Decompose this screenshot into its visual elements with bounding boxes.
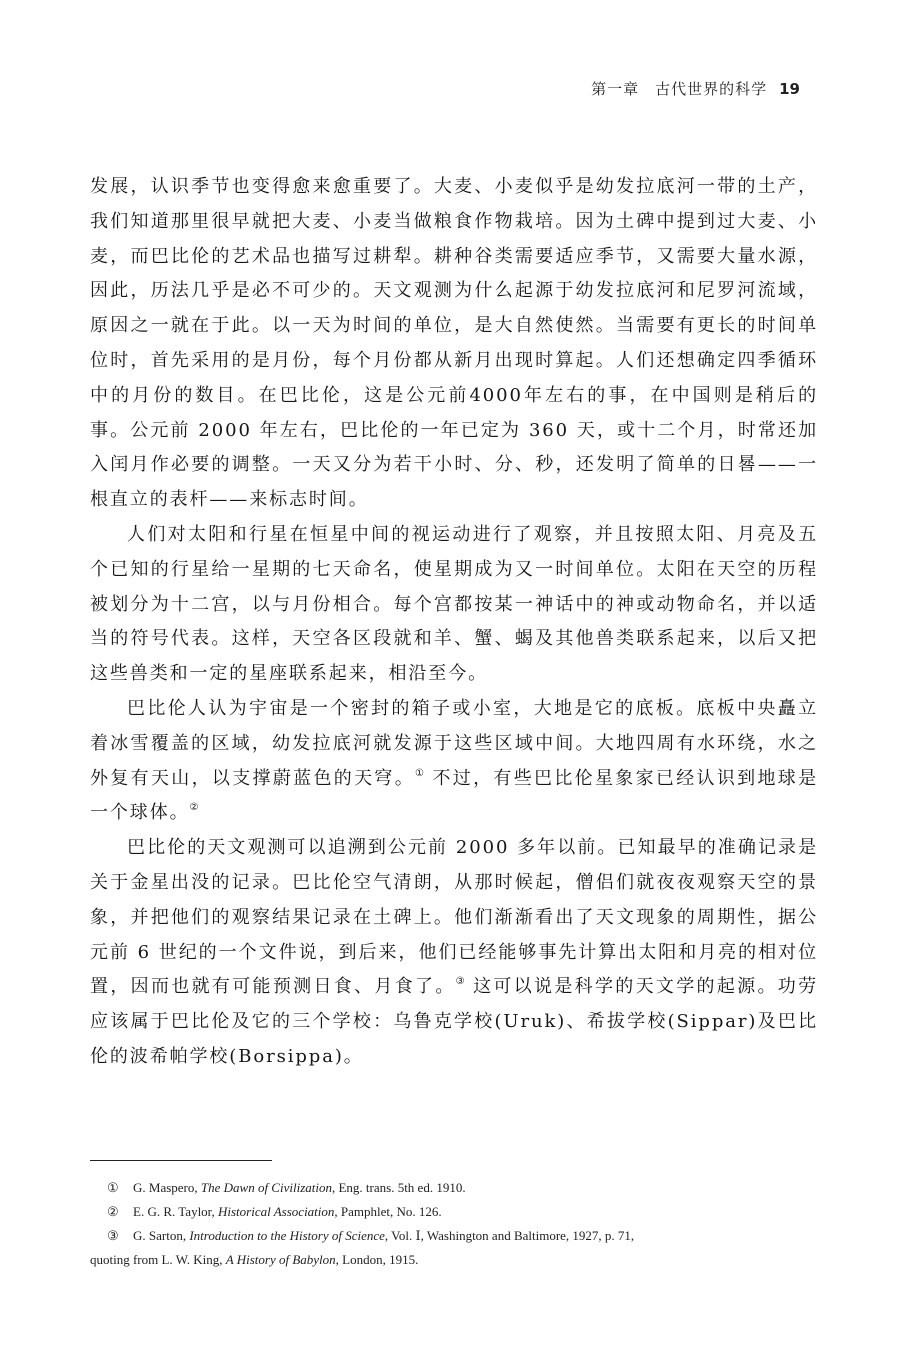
footnote-3-continued xyxy=(90,1248,820,1272)
footnote-ref-2: ② xyxy=(189,802,199,814)
footnote-1 xyxy=(90,1176,820,1200)
paragraph-3-text-b: 不过，有些巴比伦星象家已经认识到地球是一个球体。 xyxy=(90,767,819,824)
footnote-1-author: G. Maspero, xyxy=(133,1180,201,1195)
footnote-3-title: Introduction to the History of Science xyxy=(189,1228,385,1243)
footnote-divider xyxy=(90,1160,272,1161)
footnote-3-cont-title: A History of Babylon xyxy=(225,1252,336,1267)
footnote-ref-3: ③ xyxy=(455,976,466,988)
body-text xyxy=(90,170,818,1075)
footnote-2-details: , Pamphlet, No. 126. xyxy=(334,1204,442,1219)
footnote-2 xyxy=(90,1200,820,1224)
footnote-3-details: , Vol. Ⅰ, Washington and Baltimore, 1927, p. 71, xyxy=(384,1228,635,1243)
footnote-3-mark: ③ xyxy=(107,1228,119,1243)
page-number: 19 xyxy=(779,80,800,98)
paragraph-3 xyxy=(90,692,818,831)
paragraph-4-text-b: 这可以说是科学的天文学的起源。功劳应该属于巴比伦及它的三个学校：乌鲁克学校(Uruk)、希拔学校(Sippar)及巴比伦的波希帕学校(Borsippa)。 xyxy=(90,976,819,1067)
footnote-3-author: G. Sarton, xyxy=(133,1228,190,1243)
chapter-title: 第一章 古代世界的科学 xyxy=(591,80,768,98)
paragraph-3-text-a: 巴比伦人认为宇宙是一个密封的箱子或小室，大地是它的底板。底板中央矗立着冰雪覆盖的区域，幼发拉底河就发源于这些区域中间。大地四周有水环绕，水之外复有天山，以支撑蔚蓝色的天穹。 xyxy=(90,697,818,789)
paragraph-4-text-a: 巴比伦的天文观测可以追溯到公元前 2000 多年以前。已知最早的准确记录是关于金星出没的记录。巴比伦空气清朗，从那时候起，僧侣们就夜夜观察天空的景象，并把他们的观察结果记录在土碑上。他们渐渐看出了天文现象的周期性，据公元前 6 世纪的一个文件说，到后来，他们已经能够事先计算出太阳和月亮的相对位置，因而也就有可能预测日食、月食了。 xyxy=(90,837,818,998)
footnote-1-mark: ① xyxy=(107,1180,119,1195)
paragraph-1: 发展，认识季节也变得愈来愈重要了。大麦、小麦似乎是幼发拉底河一带的土产，我们知道那里很早就把大麦、小麦当做粮食作物栽培。因为土碑中提到过大麦、小麦，而巴比伦的艺术品也描写过耕犁。耕种谷类需要适应季节，又需要大量水源，因此，历法几乎是必不可少的。天文观测为什么起源于幼发拉底河和尼罗河流域，原因之一就在于此。以一天为时间的单位，是大自然使然。当需要有更长的时间单位时，首先采用的是月份，每个月份都从新月出现时算起。人们还想确定四季循环中的月份的数目。在巴比伦，这是公元前4000年左右的事，在中国则是稍后的事。公元前 2000 年左右，巴比伦的一年已定为 360 天，或十二个月，时常还加入闰月作必要的调整。一天又分为若干小时、分、秒，还发明了简单的日晷——一根直立的表杆——来标志时间。 xyxy=(90,176,818,511)
footnote-2-mark: ② xyxy=(107,1204,119,1219)
footnote-ref-1: ① xyxy=(415,767,425,779)
paragraph-2: 人们对太阳和行星在恒星中间的视运动进行了观察，并且按照太阳、月亮及五个已知的行星给一星期的七天命名，使星期成为又一时间单位。太阳在天空的历程被划分为十二宫，以与月份相合。每个宫都按某一神话中的神或动物命名，并以适当的符号代表。这样，天空各区段就和羊、蟹、蝎及其他兽类联系起来，以后又把这些兽类和一定的星座联系起来，相沿至今。 xyxy=(90,523,818,685)
footnote-2-title: Historical Association xyxy=(218,1204,335,1219)
paragraph-4 xyxy=(90,831,818,1075)
footnote-3-cont-details: , London, 1915. xyxy=(335,1252,419,1267)
footnote-3 xyxy=(90,1224,820,1248)
footnote-1-details: , Eng. trans. 5th ed. 1910. xyxy=(331,1180,466,1195)
footnote-1-title: The Dawn of Civilization xyxy=(200,1180,332,1195)
footnote-3-cont-author: quoting from L. W. King, xyxy=(90,1252,226,1267)
footnote-2-author: E. G. R. Taylor, xyxy=(133,1204,218,1219)
running-head xyxy=(591,78,800,99)
footnotes xyxy=(90,1176,820,1272)
